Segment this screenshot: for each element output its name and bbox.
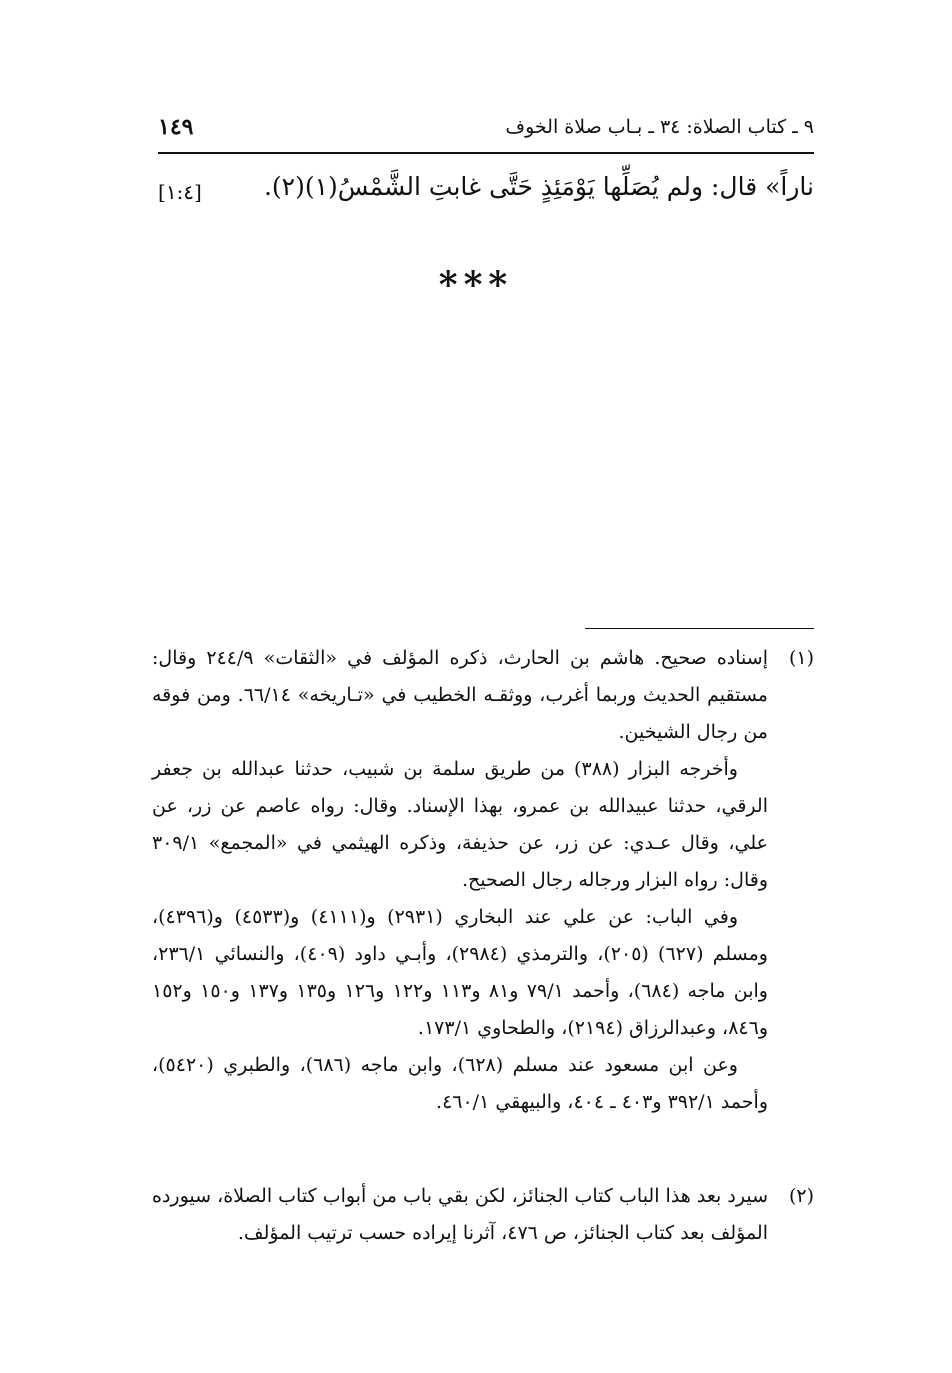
footnote-text: سيرد بعد هذا الباب كتاب الجنائز، لكن بقي باب من أبواب كتاب الصلاة، سيورده المؤلف بعد كتاب الجنائز، ص ٤٧٦، آثرنا إيراده حسب ترتيب المؤلف. — [152, 1185, 768, 1244]
header-rule — [158, 152, 814, 154]
section-separator: *** — [438, 264, 514, 306]
footnote-paragraph — [152, 1047, 814, 1121]
footnote-number: (٢) — [788, 1185, 814, 1207]
footnote-paragraph — [152, 1178, 814, 1252]
footnote-paragraph — [152, 899, 814, 1047]
footnote-paragraph — [152, 640, 814, 751]
main-text: ناراً» قال: ولم يُصَلِّها يَوْمَئِذٍ حَتَّى غابتِ الشَّمْسُ(١)(٢). — [263, 172, 814, 201]
page-header — [158, 108, 814, 148]
footnote-text: وعن ابن مسعود عند مسلم (٦٢٨)، وابن ماجه (٦٨٦)، والطبري (٥٤٢٠)، وأحمد ٣٩٢/١ و٤٠٣ ـ ٤٠٤، والبيهقي ٤٦٠/١. — [152, 1054, 768, 1113]
footnote-text: وأخرجه البزار (٣٨٨) من طريق سلمة بن شبيب، حدثنا عبدالله بن جعفر الرقي، حدثنا عبيدالله بن عمرو، بهذا الإسناد. وقال: رواه عاصم عن زر، عن علي، وقال عـدي: عن زر، عن حذيفة، وذكره الهيثمي في «المجمع» ٣٠٩/١ وقال: رواه البزار ورجاله رجال الصحيح. — [152, 758, 768, 891]
footnote-text: وفي الباب: عن علي عند البخاري (٢٩٣١) و(٤١١١) و(٤٥٣٣) و(٤٣٩٦)، ومسلم (٦٢٧) (٢٠٥)، والترمذي (٢٩٨٤)، وأبـي داود (٤٠٩)، والنسائي ٢٣٦/١، وابن ماجه (٦٨٤)، وأحمد ٧٩/١ و٨١ و١١٣ و١٢٢ و١٢٦ و١٣٥ و١٣٧ و١٥٠ و١٥٢ و٨٤٦، وعبدالرزاق (٢١٩٤)، والطحاوي ١٧٣/١. — [152, 906, 768, 1039]
page-number: ١٤٩ — [158, 114, 194, 140]
footnote-2 — [152, 1178, 814, 1252]
footnote-paragraph — [152, 751, 814, 899]
footnote-number: (١) — [788, 647, 814, 669]
running-title: ٩ ـ كتاب الصلاة: ٣٤ ـ بـاب صلاة الخوف — [505, 116, 814, 138]
main-text-line — [158, 172, 814, 222]
hadith-reference: [١:٤] — [158, 180, 202, 204]
footnote-text: إسناده صحيح. هاشم بن الحارث، ذكره المؤلف في «الثقات» ٢٤٤/٩ وقال: مستقيم الحديث وربما أغرب، ووثقـه الخطيب في «تـاريخه» ٦٦/١٤. ومن فوقه من رجال الشيخين. — [152, 647, 768, 743]
footnote-1 — [152, 640, 814, 1121]
footnote-rule — [585, 628, 814, 629]
